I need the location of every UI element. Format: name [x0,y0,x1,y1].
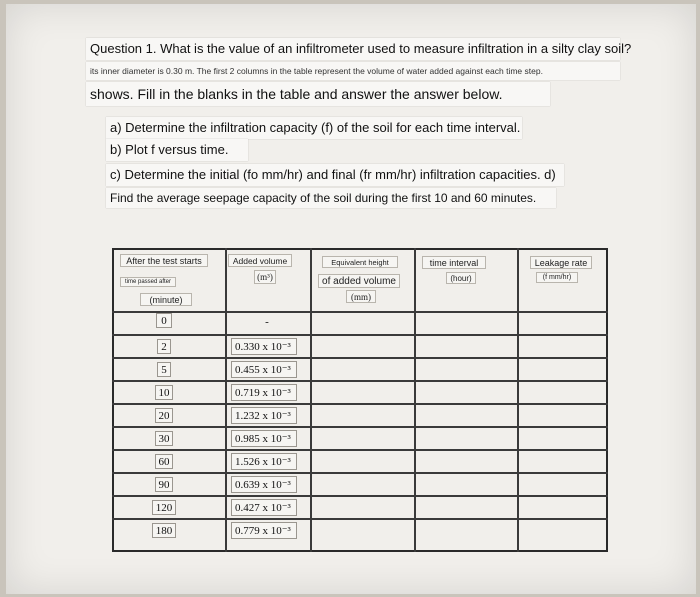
table-row-divider [112,311,608,313]
header-time-unit: (minute) [140,293,192,306]
time-cell: 120 [152,500,176,515]
header-rate-unit: (f mm/hr) [536,272,578,283]
question-part-d: Find the average seepage capacity of the soil during the first 10 and 60 minutes. [106,188,556,208]
volume-cell: 1.526 x 10⁻³ [231,453,297,470]
table-row-divider [112,518,608,520]
header-interval-unit: (hour) [446,272,476,284]
time-cell: 90 [155,477,173,492]
header-time-label: After the test starts [120,254,208,267]
table-row-divider [112,357,608,359]
question-part-c: c) Determine the initial (fo mm/hr) and final (fr mm/hr) infiltration capacities. d) [106,164,564,186]
volume-cell: 0.330 x 10⁻³ [231,338,297,355]
question-part-b: b) Plot f versus time. [106,139,248,161]
volume-cell: 0.985 x 10⁻³ [231,430,297,447]
table-row-divider [112,495,608,497]
header-volume-label: Added volume [228,254,292,267]
header-height-unit: (mm) [346,290,376,303]
header-volume-unit: (m³) [254,270,276,284]
time-cell: 5 [157,362,171,377]
volume-cell-dash: - [265,316,269,328]
table-row-divider [112,449,608,451]
table-row-divider [112,403,608,405]
time-cell: 10 [155,385,173,400]
question-line-3: shows. Fill in the blanks in the table and answer the answer below. [86,82,550,106]
table-row-divider [112,472,608,474]
volume-cell: 1.232 x 10⁻³ [231,407,297,424]
table-row-divider [112,334,608,336]
time-cell: 60 [155,454,173,469]
volume-cell: 0.427 x 10⁻³ [231,499,297,516]
time-cell-zero: 0 [156,313,172,328]
volume-cell: 0.779 x 10⁻³ [231,522,297,539]
volume-cell: 0.719 x 10⁻³ [231,384,297,401]
question-part-a: a) Determine the infiltration capacity (f) of the soil for each time interval. [106,117,522,139]
table-column-divider [225,248,227,552]
table-column-divider [310,248,312,552]
time-cell: 20 [155,408,173,423]
time-cell: 30 [155,431,173,446]
table-column-divider [414,248,416,552]
header-height-sublabel: of added volume [318,274,400,288]
table-column-divider [517,248,519,552]
table-row-divider [112,426,608,428]
volume-cell: 0.455 x 10⁻³ [231,361,297,378]
time-cell: 2 [157,339,171,354]
header-interval-label: time interval [422,256,486,269]
question-title: Question 1. What is the value of an infiltrometer used to measure infiltration in a silty clay soil? [86,38,620,60]
header-time-sublabel: time passed after [120,277,176,287]
table-row-divider [112,380,608,382]
header-height-label: Equivalent height [322,256,398,268]
time-cell: 180 [152,523,176,538]
header-rate-label: Leakage rate [530,256,592,269]
volume-cell: 0.639 x 10⁻³ [231,476,297,493]
question-line-2: its inner diameter is 0.30 m. The first 2 columns in the table represent the volume of water added against each time step. [86,62,620,80]
